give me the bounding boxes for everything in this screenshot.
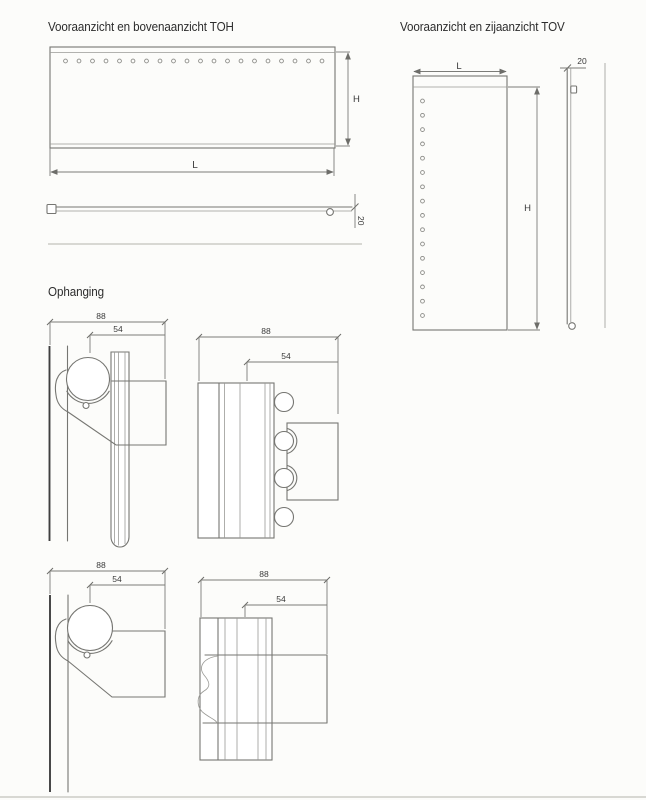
- mounting-hole: [421, 214, 425, 218]
- mounting-hole: [293, 59, 297, 63]
- mounting-hole: [118, 59, 122, 63]
- mount-detail-tov-top: [198, 569, 330, 760]
- toh-h-dim-label: H: [353, 94, 360, 105]
- mounting-hole: [421, 171, 425, 175]
- d4-inner-dim-label: 54: [276, 594, 286, 604]
- mounting-hole: [307, 59, 311, 63]
- d3-tube-circle: [68, 606, 113, 651]
- toh-l-dim-label: L: [192, 160, 198, 171]
- mount-detail-toh-top: [196, 326, 341, 538]
- mounting-hole: [421, 142, 425, 146]
- tov-panel-outline: [413, 76, 507, 330]
- mounting-hole: [172, 59, 176, 63]
- tov-front-view: [413, 61, 540, 330]
- toh-depth-dim-label: 20: [356, 216, 366, 226]
- d3-inner-dim-label: 54: [112, 574, 122, 584]
- mounting-hole: [421, 128, 425, 132]
- mounting-hole: [131, 59, 135, 63]
- mounting-hole: [77, 59, 81, 63]
- toh-top-view: [47, 194, 366, 244]
- toh-topview-left-hanger-hook: [47, 205, 56, 214]
- d2-panel-plan-outline: [198, 383, 274, 538]
- toh-mounting-hole-row: [64, 59, 324, 63]
- mount-detail-toh-side: [47, 311, 168, 547]
- mounting-hole: [253, 59, 257, 63]
- mounting-hole: [421, 199, 425, 203]
- toh-topview-right-hanger-hook: [327, 209, 334, 216]
- d2-outer-dim-label: 88: [261, 326, 271, 336]
- d1-tube-circle: [67, 358, 110, 401]
- mounting-hole: [266, 59, 270, 63]
- mounting-hole: [212, 59, 216, 63]
- mounting-hole: [421, 113, 425, 117]
- mounting-hole: [421, 271, 425, 275]
- mounting-hole: [91, 59, 95, 63]
- mounting-hole: [226, 59, 230, 63]
- mounting-hole: [64, 59, 68, 63]
- mounting-hole: [239, 59, 243, 63]
- tov-mounting-hole-column: [421, 99, 425, 317]
- mounting-hole: [421, 314, 425, 318]
- d1-inner-dim-label: 54: [113, 324, 123, 334]
- d4-panel-plan-outline: [200, 618, 272, 760]
- d2-tube-circle-3: [275, 469, 294, 488]
- d3-outer-dim-label: 88: [96, 560, 106, 570]
- mounting-hole: [421, 299, 425, 303]
- mounting-hole: [145, 59, 149, 63]
- mounting-hole: [104, 59, 108, 63]
- tov-sideview-bottom-hanger-hook: [569, 323, 576, 330]
- mounting-hole: [421, 285, 425, 289]
- d4-outer-dim-label: 88: [259, 569, 269, 579]
- d3-clamp-nub: [84, 652, 90, 658]
- d2-inner-dim-label: 54: [281, 351, 291, 361]
- mounting-hole: [185, 59, 189, 63]
- d1-clamp-nub: [83, 403, 89, 409]
- d3-wall-hook: [55, 619, 68, 661]
- tov-section-title: Vooraanzicht en zijaanzicht TOV: [400, 20, 565, 34]
- mounting-hole: [421, 242, 425, 246]
- d2-tube-circle-2: [275, 432, 294, 451]
- mounting-hole: [280, 59, 284, 63]
- mounting-hole: [421, 99, 425, 103]
- mounting-hole: [421, 185, 425, 189]
- mounting-hole: [421, 256, 425, 260]
- mounting-hole: [158, 59, 162, 63]
- d2-tube-circle-4: [275, 508, 294, 527]
- tov-depth-dim-label: 20: [577, 56, 587, 66]
- ophanging-heading: Ophanging: [48, 285, 105, 299]
- toh-section-title: Vooraanzicht en bovenaanzicht TOH: [48, 20, 234, 34]
- toh-front-view: [50, 47, 360, 176]
- d1-wall-hook: [55, 370, 68, 412]
- mounting-hole: [421, 228, 425, 232]
- d1-outer-dim-label: 88: [96, 311, 106, 321]
- mounting-hole: [421, 156, 425, 160]
- tov-h-dim-label: H: [524, 203, 531, 214]
- mounting-hole: [320, 59, 324, 63]
- tov-side-view: [560, 56, 605, 329]
- d2-tube-circle-1: [275, 393, 294, 412]
- mounting-hole: [199, 59, 203, 63]
- mount-detail-tov-side: [47, 560, 168, 792]
- tov-l-dim-label: L: [456, 61, 462, 72]
- tov-sideview-top-hanger-hook: [571, 86, 577, 93]
